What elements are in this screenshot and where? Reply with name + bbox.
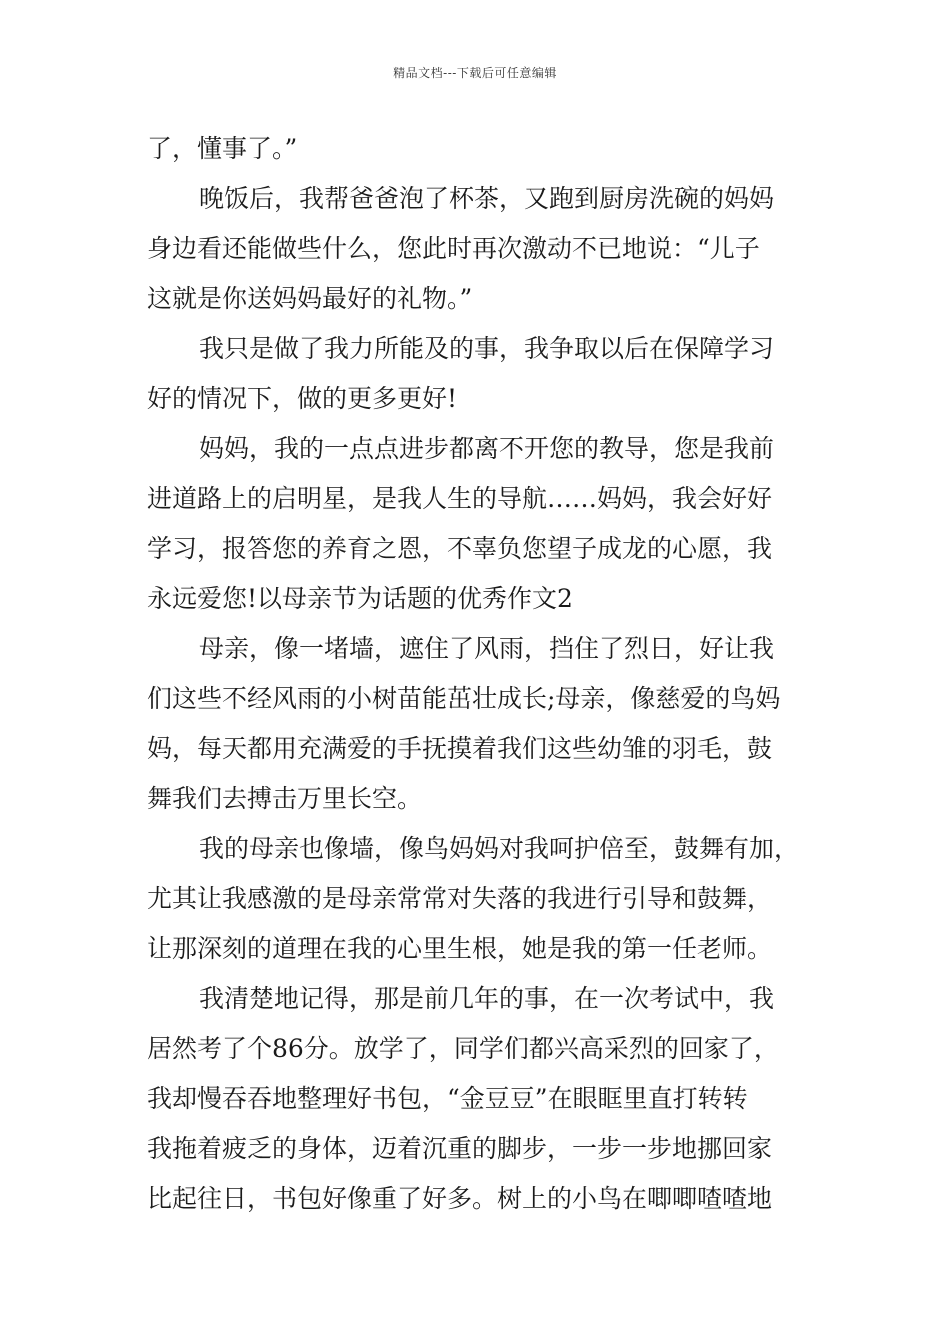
document-body [147,124,807,1224]
text-line: 居然考了个86分。放学了，同学们都兴高采烈的回家了， [147,1034,779,1063]
text-line: 永远爱您!以母亲节为话题的优秀作文2 [147,584,573,613]
text-line: 学习，报答您的养育之恩，不辜负您望子成龙的心愿，我 [147,534,773,563]
text-line: 我清楚地记得，那是前几年的事，在一次考试中，我 [199,984,775,1013]
text-line: 这就是你送妈妈最好的礼物。” [147,284,473,313]
text-line: 让那深刻的道理在我的心里生根，她是我的第一任老师。 [147,934,773,963]
text-line: 们这些不经风雨的小树苗能茁壮成长;母亲，像慈爱的鸟妈 [147,684,781,713]
page-header: 精品文档---下载后可任意编辑 [393,66,557,80]
text-line: 我却慢吞吞地整理好书包，“金豆豆”在眼眶里直打转转 [147,1084,748,1113]
text-line: 母亲，像一堵墙，遮住了风雨，挡住了烈日，好让我 [199,634,775,663]
text-line: 妈，每天都用充满爱的手抚摸着我们这些幼雏的羽毛，鼓 [147,734,773,763]
text-line: 比起往日，书包好像重了好多。树上的小鸟在唧唧喳喳地 [147,1184,773,1213]
text-line: 身边看还能做些什么，您此时再次激动不已地说：“儿子 [147,234,760,263]
text-line: 尤其让我感激的是母亲常常对失落的我进行引导和鼓舞， [147,884,773,913]
text-line: 妈妈，我的一点点进步都离不开您的教导，您是我前 [199,434,775,463]
text-line: 了，懂事了。” [147,134,298,163]
text-line: 我的母亲也像墙，像鸟妈妈对我呵护倍至，鼓舞有加， [199,834,800,863]
text-line: 进道路上的启明星，是我人生的导航……妈妈，我会好好 [147,484,773,513]
text-line: 好的情况下，做的更多更好! [147,384,458,413]
text-line: 我只是做了我力所能及的事，我争取以后在保障学习 [199,334,775,363]
text-line: 我拖着疲乏的身体，迈着沉重的脚步，一步一步地挪回家 [147,1134,773,1163]
text-line: 舞我们去搏击万里长空。 [147,784,423,813]
text-line: 晚饭后，我帮爸爸泡了杯茶，又跑到厨房洗碗的妈妈 [199,184,775,213]
